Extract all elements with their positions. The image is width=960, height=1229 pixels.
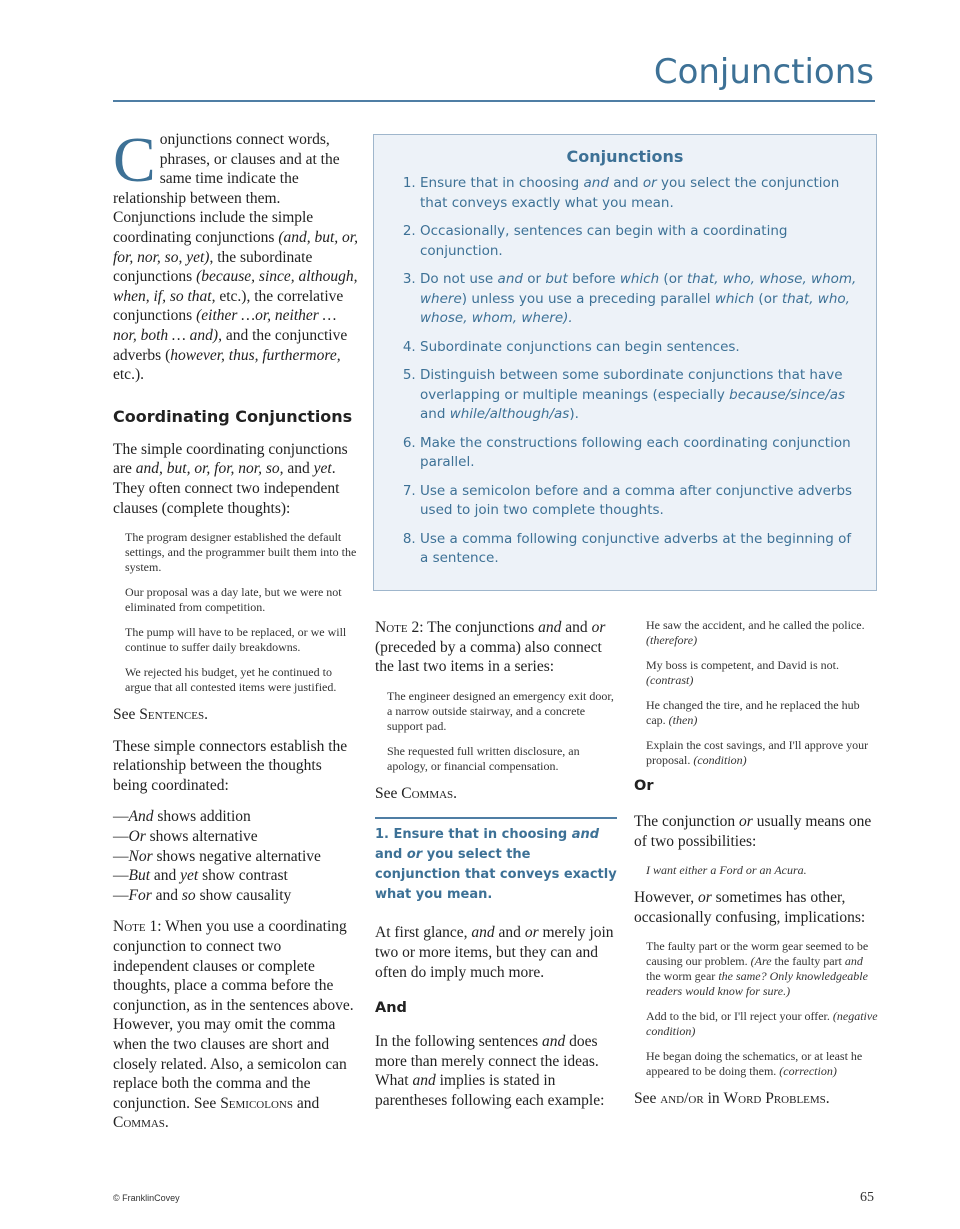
first-glance-paragraph: At first glance, and and or merely join two or more items, but they can and often do imply much more. [375, 924, 614, 981]
example-sentence: He changed the tire, and he replaced the hub cap. (then) [646, 698, 860, 727]
list-item: 1. Ensure that in choosing and and or you select the conjunction that conveys exactly what you mean. [420, 174, 860, 213]
list-item: —But and yet show contrast [113, 867, 288, 885]
example-sentence: He saw the accident, and he called the police. (therefore) [646, 618, 865, 647]
footer-copyright: © FranklinCovey [113, 1193, 180, 1203]
column-3 [634, 618, 879, 1121]
title-rule [113, 100, 875, 102]
cross-reference-link[interactable]: and/or [660, 1090, 704, 1108]
example-sentence: We rejected his budget, yet he continued to argue that all contested items were justified. [125, 665, 337, 695]
example-sentence: The pump will have to be replaced, or we will continue to suffer daily breakdowns. [125, 625, 347, 655]
see-reference: See Sentences. [113, 706, 208, 724]
summary-box-title: Conjunctions [566, 147, 684, 166]
page-number: 65 [860, 1190, 874, 1205]
example-sentence: My boss is competent, and David is not. (contrast) [646, 658, 839, 687]
drop-cap: C [113, 124, 156, 195]
example-sentence: Add to the bid, or I'll reject your offer. (negative condition) [646, 1009, 878, 1039]
list-item: 6. Make the constructions following each coordinating conjunction parallel. [420, 434, 860, 473]
note-2: Note 2: The conjunctions and and or (preceded by a comma) also connect the last two items in a series: [375, 619, 606, 676]
relation-list [113, 807, 358, 905]
rule-1-heading: 1. Ensure that in choosing and and or you select the conjunction that conveys exactly what you mean. [375, 827, 617, 903]
summary-box [373, 134, 877, 591]
cross-reference-link[interactable]: Commas. [401, 784, 458, 802]
list-item: —Or shows alternative [113, 828, 258, 846]
column-2 [375, 618, 617, 1123]
or-heading: Or [634, 778, 654, 794]
list-item: —Nor shows negative alternative [113, 847, 321, 865]
example-sentence: The faulty part or the worm gear seemed to be causing our problem. (Are the faulty part and the worm gear the same? Only knowledgeable readers would know for sure.) [646, 939, 869, 999]
note-1: Note 1: When you use a coordinating conjunction to connect two independent clauses or complete thoughts, place a comma before the conjunction, as in the sentences above. However, you may omit the comma when the two clauses are short and closely related. Also, a semicolon can replace both the comma and the conjunction. See Semicolons and Commas. [113, 918, 354, 1132]
connectors-paragraph: These simple connectors establish the relationship between the thoughts being coordinated: [113, 737, 348, 794]
or-implications-paragraph: However, or sometimes has other, occasionally confusing, implications: [634, 889, 866, 926]
and-heading: And [375, 1000, 407, 1017]
see-reference: See Commas. [375, 784, 458, 802]
list-item: —And shows addition [113, 808, 251, 826]
cross-reference-link[interactable]: Sentences. [139, 706, 208, 724]
example-sentence: Explain the cost savings, and I'll approve your proposal. (condition) [646, 738, 869, 767]
example-sentence: She requested full written disclosure, an apology, or financial compensation. [387, 743, 580, 773]
example-sentence: The program designer established the default settings, and the programmer built them into the system. [125, 530, 357, 575]
cross-reference-link[interactable]: Commas. [113, 1114, 169, 1132]
list-item: —For and so show causality [113, 886, 292, 904]
section-heading-coordinating: Coordinating Conjunctions [113, 406, 353, 426]
cross-reference-link[interactable]: Semicolons [220, 1094, 293, 1112]
list-item: 5. Distinguish between some subordinate conjunctions that have overlapping or multiple meanings (especially because/since/as and while/although/as). [420, 366, 860, 425]
section-rule [375, 817, 617, 819]
coordinating-paragraph: The simple coordinating conjunctions are and, but, or, for, nor, so, and yet. They often connect two independent clauses (complete thoughts): [113, 440, 348, 517]
example-sentence: I want either a Ford or an Acura. [646, 863, 807, 878]
list-item: 8. Use a comma following conjunctive adverbs at the beginning of a sentence. [420, 530, 860, 569]
list-item: 2. Occasionally, sentences can begin with a coordinating conjunction. [420, 222, 860, 261]
or-paragraph: The conjunction or usually means one of two possibilities: [634, 813, 872, 850]
example-sentence: The engineer designed an emergency exit door, a narrow outside stairway, and a concrete support pad. [387, 688, 614, 733]
list-item: 3. Do not use and or but before which (or that, who, whose, whom, where) unless you use a preceding parallel which (or that, who, whose, whom, where). [420, 270, 860, 329]
page-title: Conjunctions [653, 52, 874, 92]
list-item: 4. Subordinate conjunctions can begin sentences. [420, 338, 860, 358]
summary-rules-list [374, 174, 876, 569]
list-item: 7. Use a semicolon before and a comma after conjunctive adverbs used to join two complete thoughts. [420, 482, 860, 521]
column-1 [113, 124, 358, 1145]
and-paragraph: In the following sentences and does more than merely connect the ideas. What and implies is stated in parentheses following each example: [375, 1033, 605, 1109]
example-sentence: Our proposal was a day late, but we were not eliminated from competition. [125, 585, 342, 615]
see-reference: See and/or in Word Problems. [634, 1090, 830, 1108]
intro-paragraph: Conjunctions connect words, phrases, or clauses and at the same time indicate the relationship between them. Conjunctions include the simple coordinating conjunctions (and, but, or, for, nor, so, yet), the subordinate conjunctions (because, since, although, when, if, so that, etc.), the correlative conjunctions (either …or, neither … nor, both … and), and the conjunctive adverbs (however, thus, furthermore, etc.). [113, 124, 358, 384]
example-sentence: He began doing the schematics, or at least he appeared to be doing them. (correction) [646, 1049, 863, 1079]
cross-reference-link[interactable]: Word Problems. [723, 1090, 830, 1108]
